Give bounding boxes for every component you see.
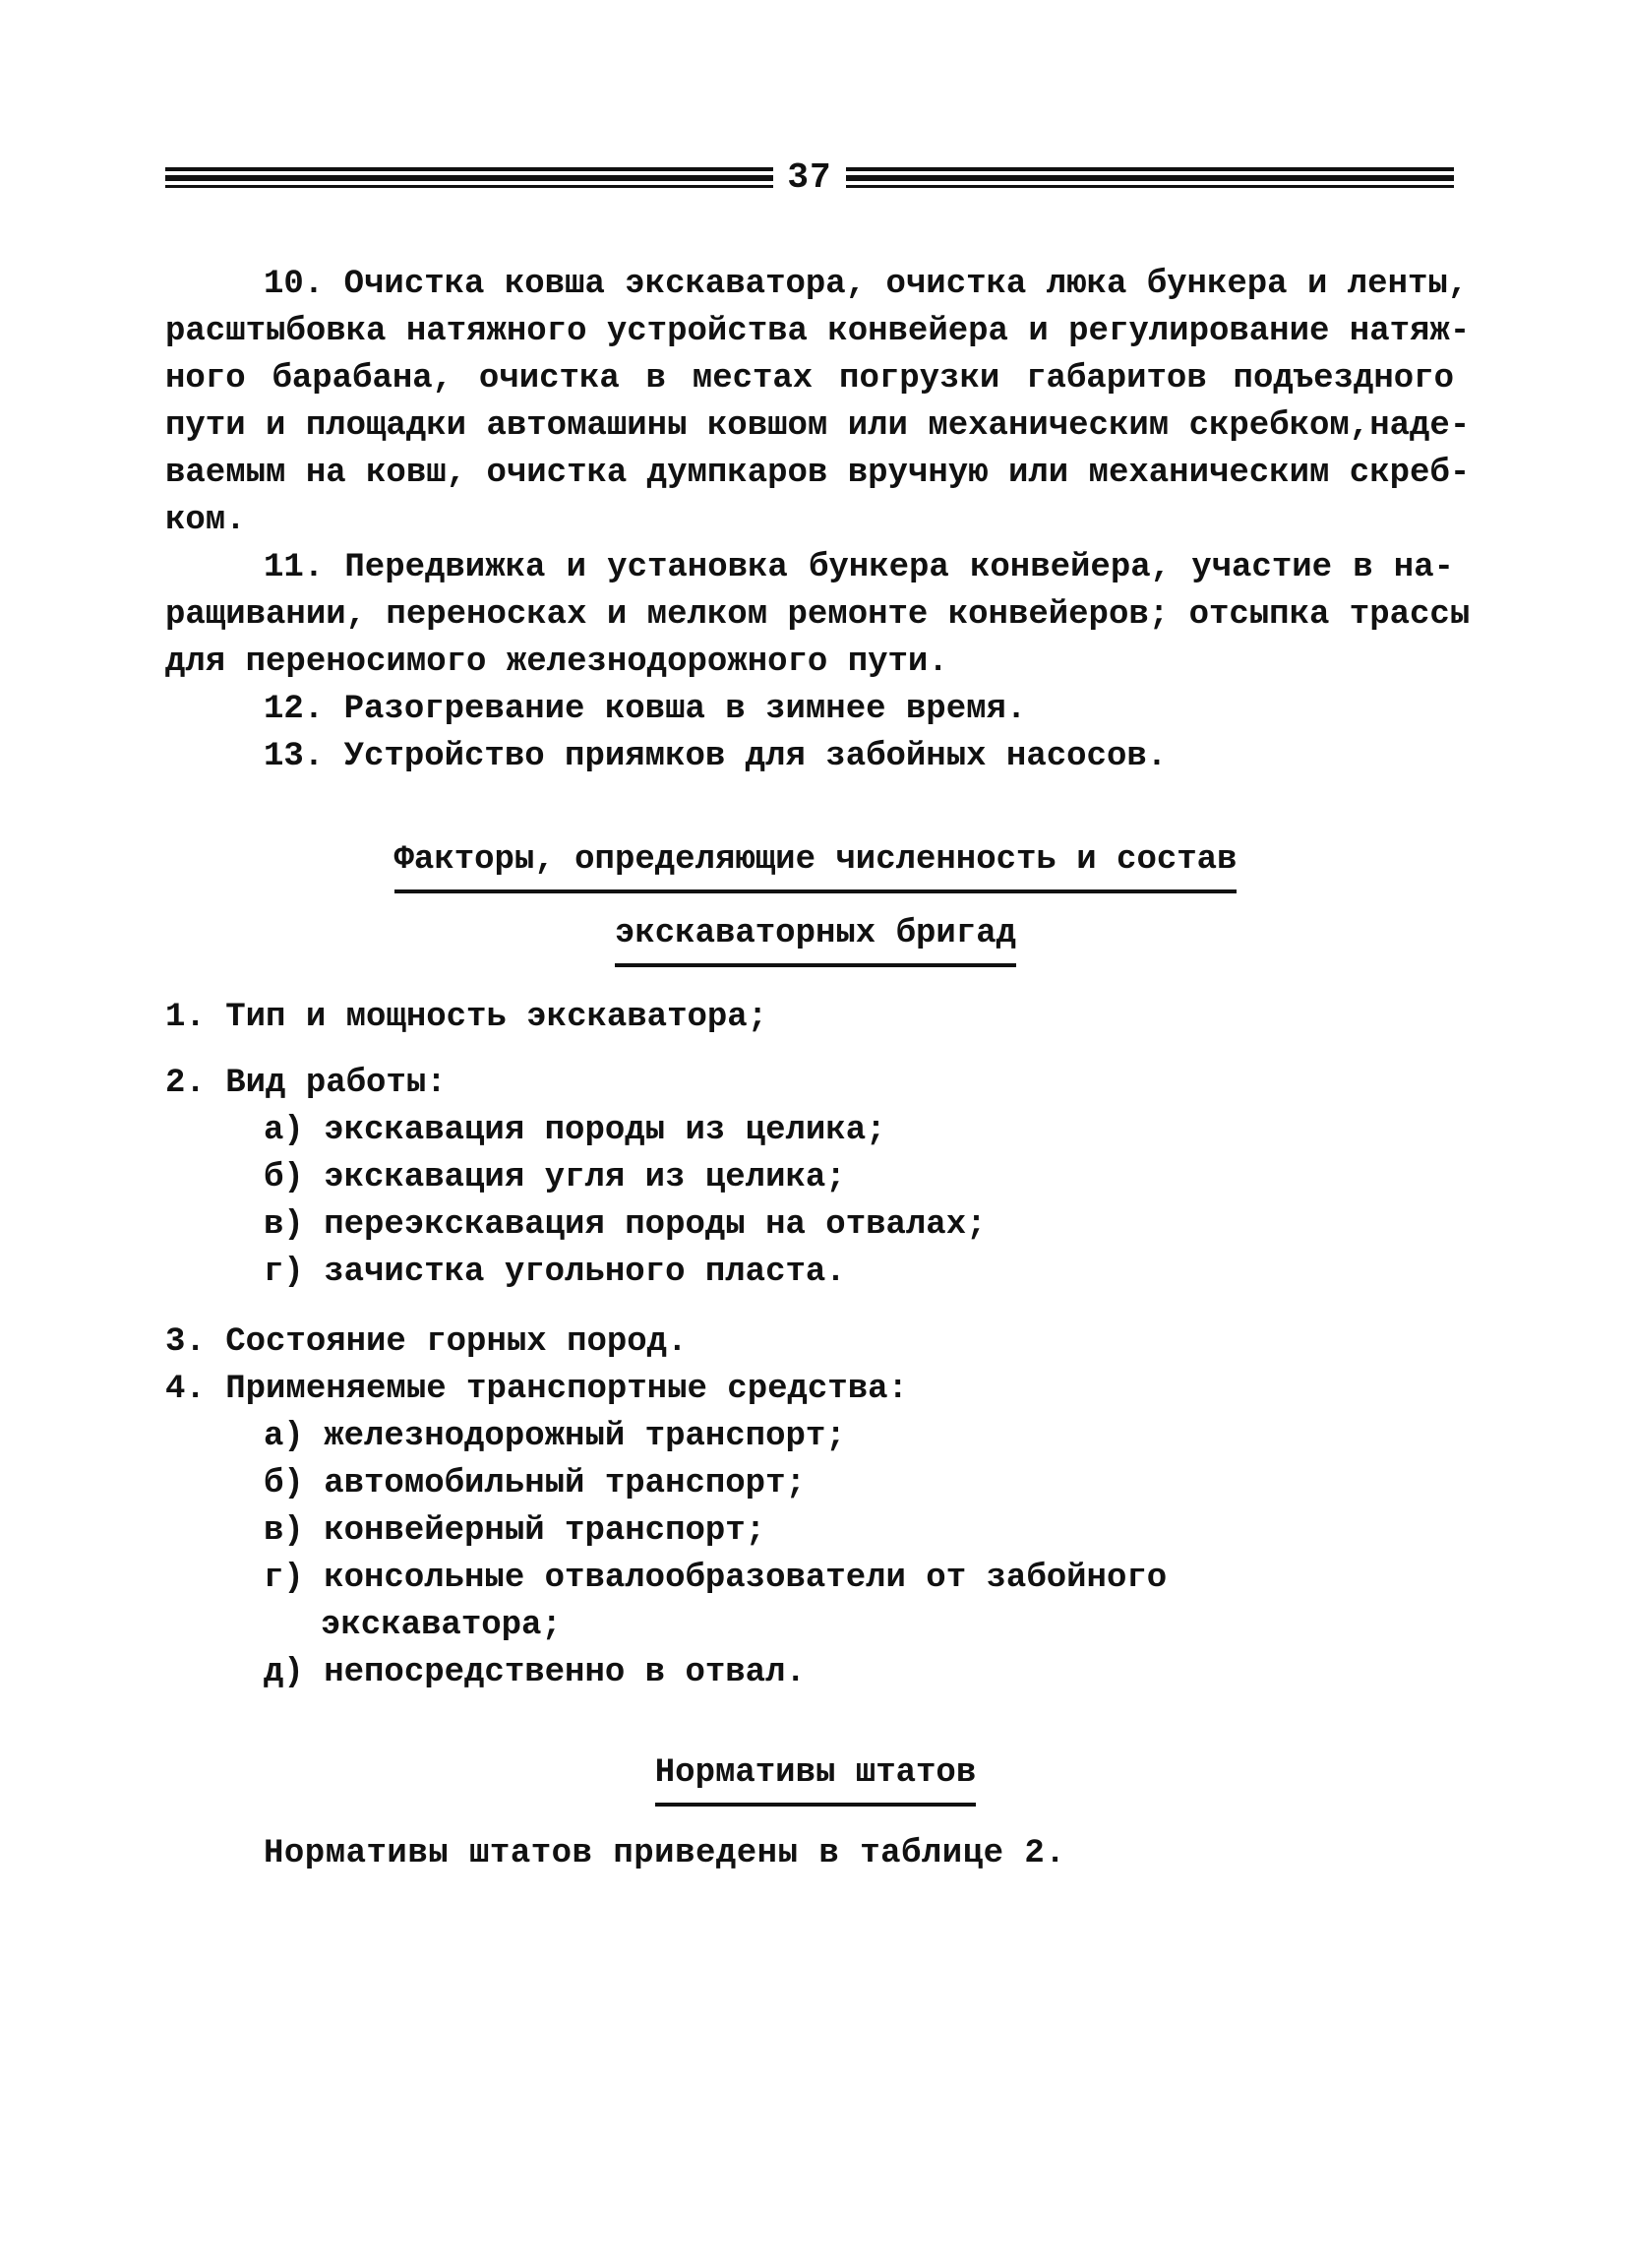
paragraph-line: ваемым на ковш, очистка думпкаров вручную или механическим скреб- [165, 455, 1471, 492]
factor-subitem: а) железнодорожный транспорт; [264, 1418, 846, 1455]
factor-subitem: б) экскавация угля из целика; [264, 1159, 846, 1196]
paragraph-10 [165, 261, 1471, 544]
intro-paragraphs [165, 261, 1471, 780]
section-heading-factors [0, 836, 1631, 893]
section-heading-factors-2 [0, 910, 1631, 967]
factor-item: 1. Тип и мощность экскаватора; [165, 999, 768, 1036]
page-number: 37 [787, 156, 832, 198]
header-rule-left [165, 167, 773, 188]
factor-subitem: б) автомобильный транспорт; [264, 1465, 806, 1502]
factor-subitem: г) консольные отвалообразователи от забойного [264, 1560, 1168, 1597]
page-header [165, 157, 1454, 197]
paragraph-12: 12. Разогревание ковша в зимнее время. [264, 691, 1027, 728]
factor-subitem: а) экскавация породы из целика; [264, 1112, 886, 1149]
paragraph-line: 11. Передвижка и установка бункера конвейера, участие в на- [264, 549, 1454, 586]
factor-subitem: в) переэкскавация породы на отвалах; [264, 1206, 987, 1244]
factor-subitem: г) зачистка угольного пласта. [264, 1254, 846, 1291]
section-heading-staff-title: Нормативы штатов [655, 1749, 976, 1807]
paragraph-11 [165, 544, 1471, 686]
factor-subitem-continuation: экскаватора; [321, 1607, 562, 1644]
factor-item: 2. Вид работы: [165, 1065, 447, 1102]
paragraph-line: ком. [165, 502, 246, 539]
factors-list-2 [165, 1060, 1454, 1296]
factors-list-1 [165, 994, 1454, 1041]
section-heading-staff [0, 1749, 1631, 1807]
paragraph-line: 10. Очистка ковша экскаватора, очистка люка бункера и ленты, [264, 266, 1469, 303]
section-heading-line2: экскаваторных бригад [615, 910, 1016, 967]
paragraph-line: пути и площадки автомашины ковшом или механическим скребком,наде- [165, 407, 1471, 445]
factor-item: 4. Применяемые транспортные средства: [165, 1371, 908, 1408]
paragraph-line: ного барабана, очистка в местах погрузки габаритов подъездного [165, 360, 1454, 398]
factor-subitem: в) конвейерный транспорт; [264, 1512, 766, 1550]
paragraph-line: ращивании, переносках и мелком ремонте конвейеров; отсыпка трассы [165, 596, 1471, 634]
paragraph-13: 13. Устройство приямков для забойных насосов. [264, 738, 1168, 775]
factor-subitem: д) непосредственно в отвал. [264, 1654, 806, 1691]
header-rule-right [846, 167, 1454, 188]
factor-item: 3. Состояние горных пород. [165, 1323, 688, 1361]
section-heading-line1: Факторы, определяющие численность и состав [394, 836, 1238, 893]
paragraph-line: для переносимого железнодорожного пути. [165, 644, 948, 681]
factors-list-3 [165, 1318, 1454, 1696]
paragraph-line: расштыбовка натяжного устройства конвейера и регулирование натяж- [165, 313, 1471, 350]
staff-norms-text: Нормативы штатов приведены в таблице 2. [264, 1835, 1066, 1872]
